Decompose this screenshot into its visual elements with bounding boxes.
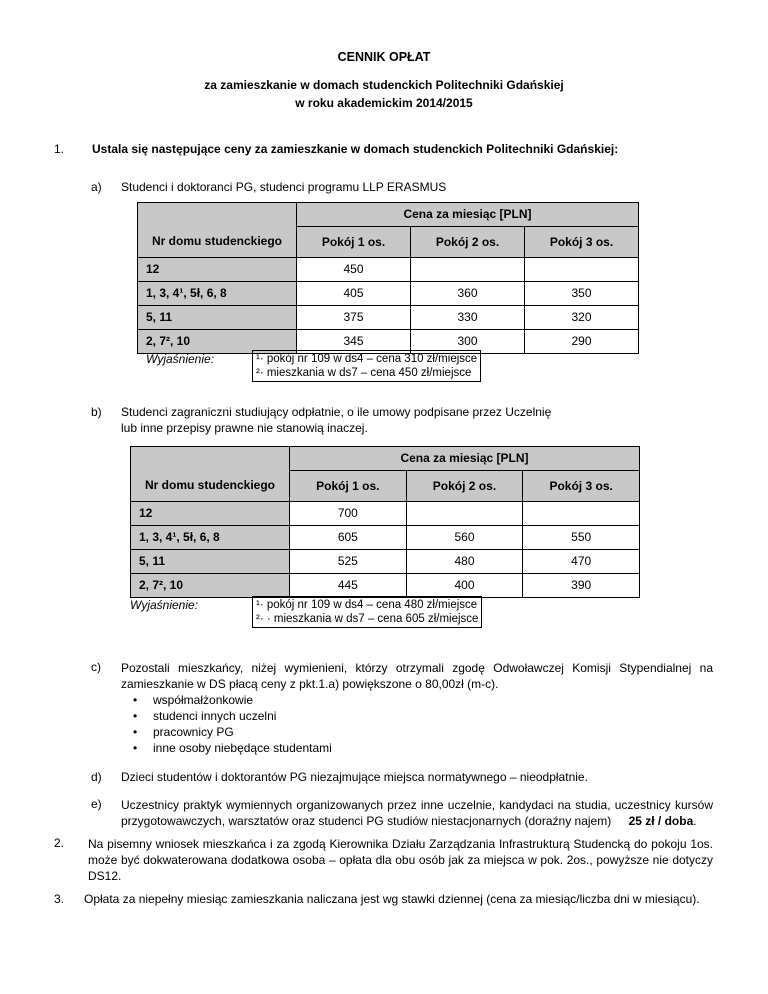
cell-room1: 345 — [297, 329, 411, 353]
section-2-text: Na pisemny wniosek mieszkańca i za zgodą Kierownika Działu Zarządzania Infrastrukturą Studencką do pokoju 1os. może być dokwaterowana dodatkowa osoba – opłata dla obu osób jak za miejsca w pok. 2os., powyższe nie dotyczy DS12. — [88, 837, 713, 883]
cell-room3 — [523, 501, 640, 525]
cell-room2 — [406, 501, 523, 525]
row-label: 2, 7², 10 — [138, 329, 297, 353]
cell-room2: 330 — [411, 305, 525, 329]
note-a-2: ²· mieszkania w ds7 – cena 450 zł/miejsce — [256, 367, 472, 379]
item-b-text — [121, 404, 551, 436]
doc-title: CENNIK OPŁAT — [337, 50, 431, 64]
doc-subtitle-2: w roku akademickim 2014/2015 — [295, 96, 473, 110]
cell-room3 — [525, 257, 639, 281]
item-b-line-1: Studenci zagraniczni studiujący odpłatnie, o ile umowy podpisane przez Uczelnię — [121, 405, 552, 419]
cell-room1: 445 — [290, 573, 407, 597]
item-e-price: 25 zł / doba — [628, 814, 694, 828]
cell-room1: 525 — [290, 549, 407, 573]
item-e-text — [121, 797, 713, 829]
cell-room3: 550 — [523, 525, 640, 549]
row-label: 12 — [131, 501, 290, 525]
col-header-house: Nr domu studenckiego — [131, 470, 290, 501]
note-box-b — [252, 596, 482, 628]
col-header-house: Nr domu studenckiego — [138, 226, 297, 257]
table-corner — [131, 447, 290, 471]
item-c-text: Pozostali mieszkańcy, niżej wymienieni, którzy otrzymali zgodę Odwoławczej Komisji Stypendialnej na zamieszkanie w DS płacą ceny z pkt.1.a) powiększone o 80,00zł (m-c). — [121, 661, 713, 691]
item-e-end: . — [693, 814, 697, 828]
item-c-letter: c) — [91, 660, 101, 674]
table-top-header: Cena za miesiąc [PLN] — [290, 447, 640, 471]
item-c-list — [121, 692, 332, 756]
section-1-text: Ustala się następujące ceny za zamieszkanie w domach studenckich Politechniki Gdańskiej: — [92, 142, 619, 156]
cell-room2 — [411, 257, 525, 281]
col-header-room1: Pokój 1 os. — [290, 470, 407, 501]
table-row — [138, 305, 639, 329]
price-table-a — [137, 202, 639, 354]
col-header-room3: Pokój 3 os. — [525, 226, 639, 257]
section-3-text: Opłata za niepełny miesiąc zamieszkania naliczana jest wg stawki dziennej (cena za miesiąc/liczba dni w miesiącu). — [84, 892, 700, 906]
table-row — [131, 549, 640, 573]
item-d-letter: d) — [91, 770, 102, 784]
item-d-text: Dzieci studentów i doktorantów PG niezajmujące miejsca normatywnego – nieodpłatnie. — [121, 770, 588, 784]
cell-room1: 375 — [297, 305, 411, 329]
table-row — [131, 501, 640, 525]
col-header-room3: Pokój 3 os. — [523, 470, 640, 501]
note-b-2: ²· · mieszkania w ds7 – cena 605 zł/miejsce — [256, 613, 479, 625]
cell-room2: 300 — [411, 329, 525, 353]
table-row — [131, 525, 640, 549]
item-e-letter: e) — [91, 797, 102, 811]
cell-room3: 470 — [523, 549, 640, 573]
list-item: • pracownicy PG — [121, 724, 332, 740]
item-e-body: Uczestnicy praktyk wymiennych organizowanych przez inne uczelnie, kandydaci na studia, uczestnicy kursów przygotowawczych, warsztatów oraz studenci PG studiów niestacjonarnych (doraźny najem) — [121, 798, 713, 828]
item-a-text: Studenci i doktoranci PG, studenci programu LLP ERASMUS — [121, 180, 447, 194]
col-header-room2: Pokój 2 os. — [411, 226, 525, 257]
cell-room1: 450 — [297, 257, 411, 281]
doc-subtitle-1: za zamieszkanie w domach studenckich Politechniki Gdańskiej — [204, 78, 564, 92]
cell-room3: 390 — [523, 573, 640, 597]
item-a-letter: a) — [91, 180, 102, 194]
note-b-1: ¹· pokój nr 109 w ds4 – cena 480 zł/miejsce — [256, 599, 478, 611]
table-row — [138, 257, 639, 281]
col-header-room2: Pokój 2 os. — [406, 470, 523, 501]
row-label: 1, 3, 4¹, 5ł, 6, 8 — [131, 525, 290, 549]
table-row — [131, 573, 640, 597]
cell-room2: 560 — [406, 525, 523, 549]
item-b-letter: b) — [91, 405, 102, 419]
section-2-number: 2. — [54, 836, 65, 850]
cell-room3: 350 — [525, 281, 639, 305]
note-label-a: Wyjaśnienie: — [146, 352, 215, 366]
row-label: 1, 3, 4¹, 5ł, 6, 8 — [138, 281, 297, 305]
cell-room3: 290 — [525, 329, 639, 353]
section-3-number: 3. — [54, 892, 65, 906]
table-row — [138, 281, 639, 305]
cell-room1: 700 — [290, 501, 407, 525]
col-header-room1: Pokój 1 os. — [297, 226, 411, 257]
cell-room1: 605 — [290, 525, 407, 549]
list-item: • studenci innych uczelni — [121, 708, 332, 724]
table-top-header: Cena za miesiąc [PLN] — [297, 203, 639, 227]
cell-room2: 400 — [406, 573, 523, 597]
row-label: 12 — [138, 257, 297, 281]
row-label: 5, 11 — [138, 305, 297, 329]
note-box-a — [252, 350, 481, 382]
section-1-number: 1. — [54, 142, 65, 156]
row-label: 5, 11 — [131, 549, 290, 573]
table-corner — [138, 203, 297, 227]
list-item: • inne osoby niebędące studentami — [121, 740, 332, 756]
price-table-b — [130, 446, 640, 598]
cell-room1: 405 — [297, 281, 411, 305]
list-item: • współmałżonkowie — [121, 692, 332, 708]
cell-room2: 480 — [406, 549, 523, 573]
note-label-b: Wyjaśnienie: — [130, 598, 199, 612]
cell-room3: 320 — [525, 305, 639, 329]
cell-room2: 360 — [411, 281, 525, 305]
note-a-1: ¹· pokój nr 109 w ds4 – cena 310 zł/miejsce — [256, 353, 478, 365]
item-b-line-2: lub inne przepisy prawne nie stanowią inaczej. — [121, 421, 368, 435]
row-label: 2, 7², 10 — [131, 573, 290, 597]
